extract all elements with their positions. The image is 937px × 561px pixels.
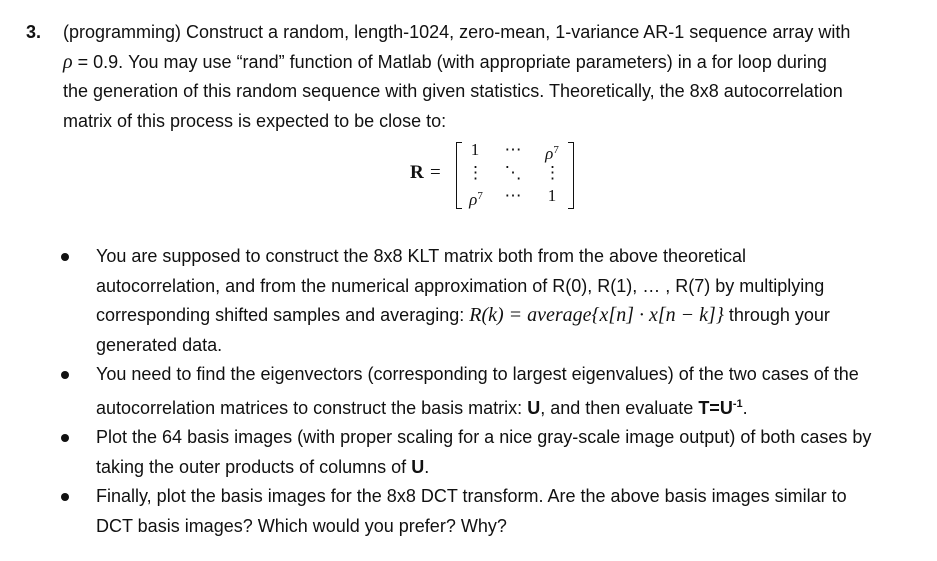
statement-line-4: matrix of this process is expected to be close to: (63, 110, 447, 131)
matrix-name: R (410, 162, 424, 183)
matrix-cell-top-right: $\rho^7$ (545, 144, 559, 163)
bullet-icon (61, 371, 69, 379)
bullet-item-4 (0, 482, 937, 541)
matrix-cell-mid-right: ⋮ (544, 163, 561, 182)
problem-statement (63, 18, 923, 136)
autocorrelation-matrix (410, 140, 590, 212)
matrix-cell-mid-mid: ⋱ (504, 163, 522, 182)
bullet-text-2: You need to find the eigenvectors (corresponding to largest eigenvalues) of the two cases of the autocorrelation matrices to construct the basis matrix: U, and then evaluate $T=U^{-1}$. (96, 364, 859, 418)
bullet-text-4: Finally, plot the basis images for the 8x8 DCT transform. Are the above basis images similar to DCT basis images? Which would you prefer? Why? (96, 486, 847, 536)
bullet-icon (61, 493, 69, 501)
bullet-list (0, 242, 937, 541)
bullet-icon (61, 253, 69, 261)
rho-symbol: ρ (63, 50, 73, 73)
matrix-right-bracket (568, 142, 574, 209)
matrix-equals: = (430, 162, 441, 183)
bullet-item-3 (0, 423, 937, 482)
matrix-cell-top-mid: ⋯ (504, 140, 522, 159)
statement-line-1: (programming) Construct a random, length-1024, zero-mean, 1-variance AR-1 sequence array with (63, 22, 851, 42)
statement-line-2-text: = 0.9. You may use “rand” function of Matlab (with appropriate parameters) in a for loop during (77, 51, 827, 72)
average-formula: R(k) = average{x[n] · x[n − k]} (469, 304, 724, 326)
bullet-item-1 (0, 242, 937, 360)
problem-number: 3. (26, 22, 42, 42)
matrix-cell-top-left: 1 (470, 140, 480, 159)
bullet-icon (61, 434, 69, 442)
matrix-cell-bottom-right: 1 (547, 186, 557, 205)
bullet-text-1: You are supposed to construct the 8x8 KLT matrix both from the above theoretical autocorrelation, and from the numerical approximation of R(0), R(1), … , R(7) by multiplying corresponding shifted samples and averaging: R(k) = average{x[n] · x[n − k]} through your generated data. (96, 246, 830, 355)
bullet-item-2 (0, 360, 937, 423)
statement-line-3: the generation of this random sequence with given statistics. Theoretically, the 8x8 autocorrelation (63, 81, 843, 101)
matrix-cell-bottom-left: $\rho^7$ (469, 190, 483, 209)
statement-line-2 (63, 48, 923, 78)
matrix-cell-mid-left: ⋮ (467, 163, 484, 182)
bullet-text-3: Plot the 64 basis images (with proper scaling for a nice gray-scale image output) of both cases by taking the outer products of columns of U. (96, 427, 872, 477)
matrix-cell-bottom-mid: ⋯ (504, 186, 522, 205)
